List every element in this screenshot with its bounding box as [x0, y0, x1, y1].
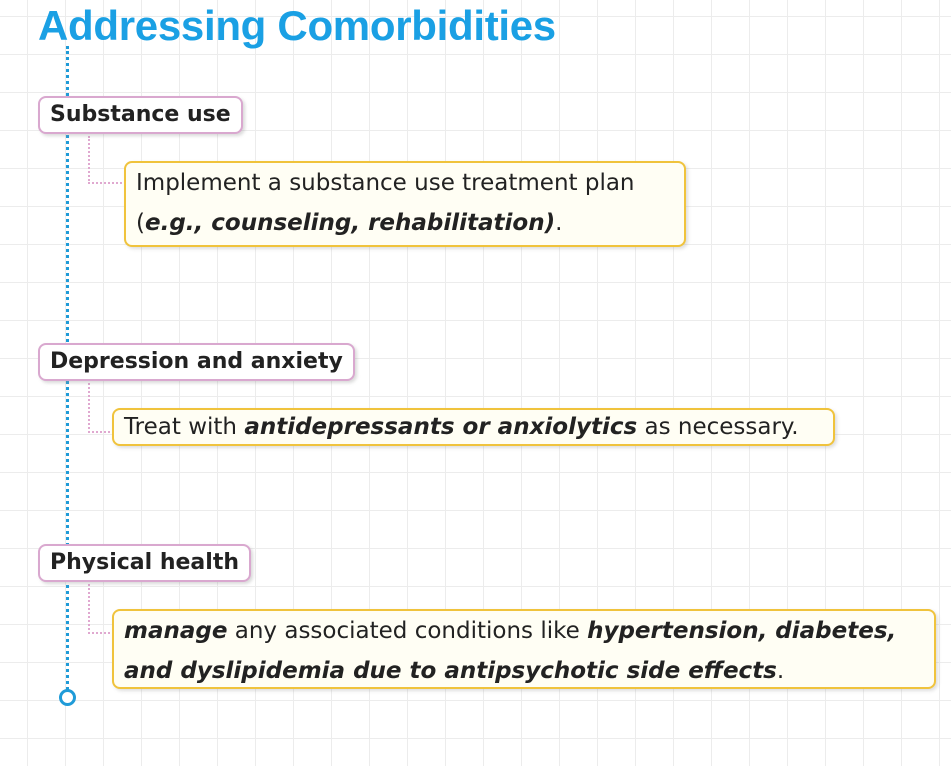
topic-substance-use[interactable]: Substance use [38, 96, 243, 134]
note-line [124, 651, 924, 691]
note-text: Implement a substance use treatment plan [136, 170, 635, 196]
branch-connector-depression-anxiety [88, 383, 114, 433]
note-line [136, 203, 674, 243]
note-emphasis: and dyslipidemia due to antipsychotic side effects [124, 658, 777, 684]
note-depression-anxiety[interactable] [112, 408, 835, 446]
note-substance-use[interactable] [124, 161, 686, 247]
note-text: any associated conditions like [227, 618, 588, 644]
note-emphasis: e.g., counseling, rehabilitation) [144, 210, 556, 236]
note-emphasis: hypertension, diabetes, [587, 618, 897, 644]
note-emphasis: antidepressants or anxiolytics [244, 414, 638, 440]
note-line [136, 163, 674, 203]
note-text: Treat with [124, 414, 245, 440]
page-title: Addressing Comorbidities [38, 2, 556, 49]
branch-connector-physical-health [88, 584, 114, 634]
note-text: . [776, 658, 785, 684]
note-line [124, 611, 924, 651]
branch-connector-substance-use [88, 136, 126, 184]
note-text: ( [136, 210, 145, 236]
note-text: as necessary. [637, 414, 799, 440]
topic-depression-anxiety[interactable]: Depression and anxiety [38, 343, 355, 381]
timeline-end-marker [59, 689, 76, 706]
note-emphasis: manage [124, 618, 228, 644]
topic-physical-health[interactable]: Physical health [38, 544, 251, 582]
note-text: . [555, 210, 563, 236]
note-physical-health[interactable] [112, 609, 936, 689]
